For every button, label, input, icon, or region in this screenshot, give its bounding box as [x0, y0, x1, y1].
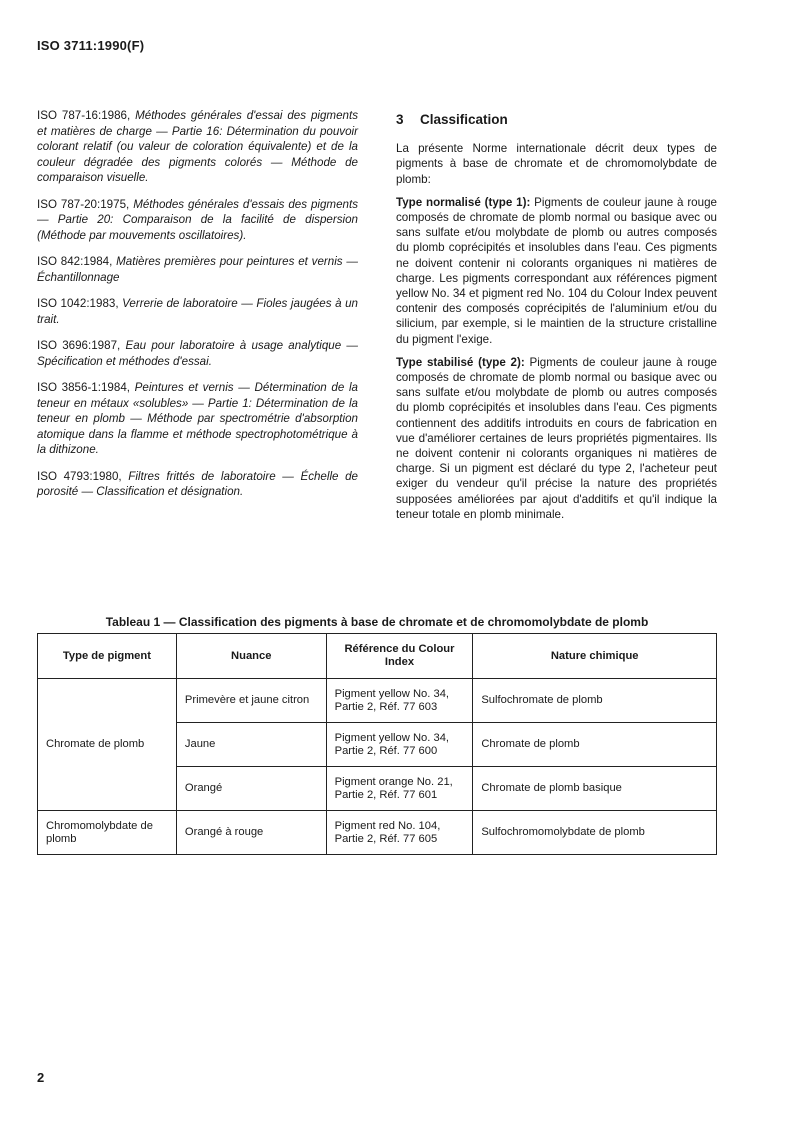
header-nuance: Nuance: [176, 634, 326, 679]
type2-text: Pigments de couleur jaune à rouge composés de chromate de plomb normal ou basique avec ou sans sulfate et/ou molybdate de plomb ou autres composés du plomb coprécipités et insolubles dans l'eau. Ces pigments contiennent des additifs introduits en cours de fabrication en vue d'améliorer certaines de leurs propriétés pigmentaires. Ils ne doivent contenir ni colorants organiques ni matières de charge. Si un pigment est déclaré du type 2, l'acheteur peut exiger du vendeur qu'il précise la nature des propriétés supposées améliorées par ajout d'additifs et qu'il indique la teneur totale en plomb minimale.: [396, 355, 717, 521]
type1-paragraph: [396, 195, 717, 347]
reference-item: [37, 296, 358, 327]
cell-nature: Sulfochromate de plomb: [473, 679, 717, 723]
table-row: [38, 679, 717, 723]
cell-nuance: Orangé: [176, 767, 326, 811]
reference-code: ISO 3856-1:1984,: [37, 381, 130, 394]
type2-label: Type stabilisé (type 2):: [396, 355, 525, 369]
header-type: Type de pigment: [38, 634, 177, 679]
reference-item: [37, 338, 358, 369]
table-header-row: [38, 634, 717, 679]
reference-title: Matières premières pour peintures et vernis — Échantillonnage: [37, 255, 358, 284]
reference-code: ISO 842:1984,: [37, 255, 113, 268]
document-header: ISO 3711:1990(F): [37, 38, 145, 53]
classification-section: [396, 112, 717, 530]
cell-reference: Pigment yellow No. 34, Partie 2, Réf. 77 603: [326, 679, 473, 723]
reference-code: ISO 787-20:1975,: [37, 197, 130, 211]
type1-label: Type normalisé (type 1):: [396, 195, 531, 209]
cell-nature: Chromate de plomb: [473, 723, 717, 767]
cell-nature: Chromate de plomb basique: [473, 767, 717, 811]
type2-paragraph: [396, 355, 717, 522]
cell-reference: Pigment yellow No. 34, Partie 2, Réf. 77 600: [326, 723, 473, 767]
page-number: 2: [37, 1070, 45, 1085]
cell-nuance: Jaune: [176, 723, 326, 767]
reference-item: [37, 469, 358, 500]
reference-code: ISO 3696:1987,: [37, 339, 121, 352]
cell-pigment-type: Chromomolybdate de plomb: [38, 811, 177, 855]
section-heading: [396, 112, 717, 127]
pigment-classification-table: [37, 633, 717, 855]
cell-pigment-type: Chromate de plomb: [38, 679, 177, 811]
reference-title: Méthodes générales d'essais des pigments — Partie 20: Comparaison de la facilité de dispersion (Méthode par mouvements oscillatoires).: [37, 197, 359, 242]
table-row: [38, 811, 717, 855]
cell-reference: Pigment red No. 104, Partie 2, Réf. 77 605: [326, 811, 473, 855]
reference-title: Verrerie de laboratoire — Fioles jaugées à un trait.: [37, 297, 358, 326]
reference-code: ISO 4793:1980,: [37, 469, 122, 483]
reference-code: ISO 1042:1983,: [37, 297, 119, 310]
section-intro: La présente Norme internationale décrit deux types de pigments à base de chromate et de chromomolybdate de plomb:: [396, 142, 717, 186]
reference-title: Peintures et vernis — Détermination de la teneur en métaux «solubles» — Partie 1: Détermination de la teneur en plomb — Méthode par spectrométrie d'absorption atomique dans la flamme et méthode spectrophotométrique à la dithizone.: [37, 381, 358, 456]
reference-code: ISO 787-16:1986,: [37, 109, 131, 122]
section-title: Classification: [420, 112, 508, 127]
reference-title: Méthodes générales d'essai des pigments et matières de charge — Partie 16: Détermination du pouvoir colorant relatif (ou valeur de coloration équivalente) et de la couleur dégradée des pigments colorés — Méthode de comparaison visuelle.: [37, 109, 358, 184]
cell-reference: Pigment orange No. 21, Partie 2, Réf. 77 601: [326, 767, 473, 811]
cell-nature: Sulfochromomolybdate de plomb: [473, 811, 717, 855]
section-number: 3: [396, 112, 404, 127]
reference-title: Filtres frittés de laboratoire — Échelle de porosité — Classification et désignation.: [37, 469, 358, 498]
cell-nuance: Orangé à rouge: [176, 811, 326, 855]
header-nature: Nature chimique: [473, 634, 717, 679]
cell-nuance: Primevère et jaune citron: [176, 679, 326, 723]
normative-references-list: [37, 108, 358, 511]
table-caption: Tableau 1 — Classification des pigments à base de chromate et de chromomolybdate de plomb: [105, 615, 649, 629]
reference-title: Eau pour laboratoire à usage analytique — Spécification et méthodes d'essai.: [37, 339, 358, 368]
reference-item: [37, 380, 358, 458]
reference-item: [37, 197, 358, 244]
type1-text: Pigments de couleur jaune à rouge composés de chromate de plomb normal ou basique avec ou sans sulfate et/ou molybdate de plomb ou autres composés du plomb coprécipités et insolubles dans l'eau. Ces pigments ne doivent contenir ni colorants organiques ni matières de charge. Les pigments correspondant aux références pigment yellow No. 34 et pigment red No. 104 du Colour Index peuvent contenir des composés coprécipités de l'aluminium et/ou du silicium, par exemple, si le maintien de la structure cristalline du pigment l'exige.: [396, 195, 717, 346]
reference-item: [37, 108, 358, 186]
header-reference: Référence du Colour Index: [326, 634, 473, 679]
reference-item: [37, 254, 358, 285]
